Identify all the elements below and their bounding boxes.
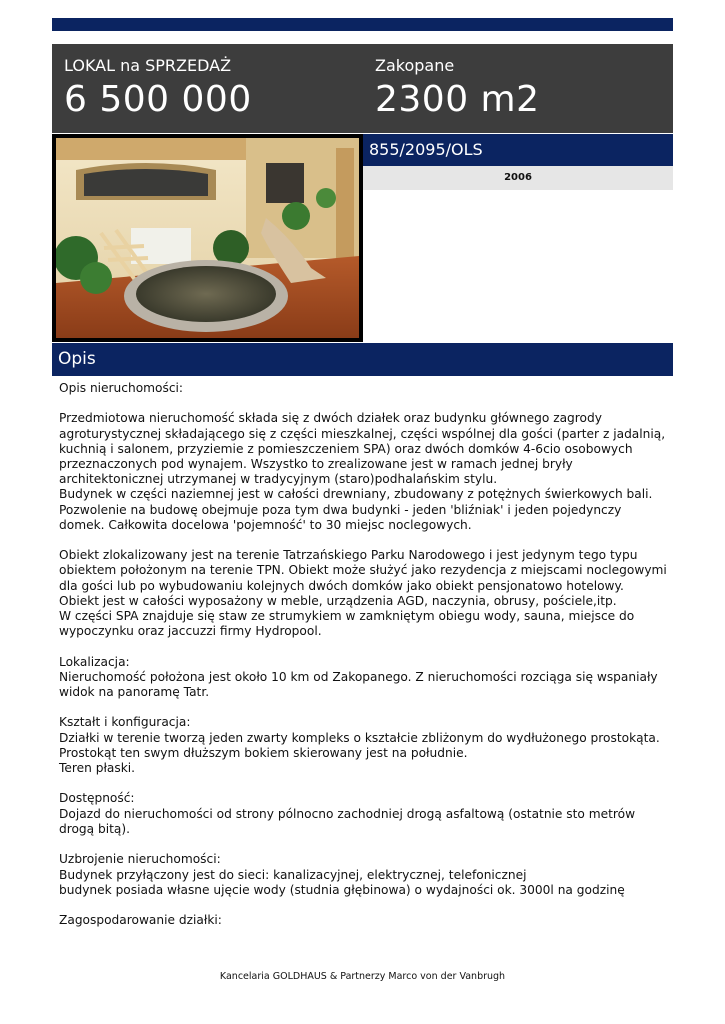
price-block xyxy=(64,56,252,122)
description-text: Opis nieruchomości: Przedmiotowa nieruchomość składa się z dwóch działek oraz budynku głównego zagrody agroturystycznej składającego się z części mieszkalnej, części wspólnej dla gości (parter z jadalnią, kuchnią i salonem, przyziemie z pomieszczeniem SPA) oraz dwóch domków 4-6cio osobowych przeznaczonych pod wynajem. Wszystko to zrealizowane jest w ramach jednej bryły architektonicznej utrzymanej w tradycyjnym (staro)podhalańskim stylu. Budynek w części naziemnej jest w całości drewniany, zbudowany z potężnych świerkowych bali. Pozwolenie na budowę obejmuje poza tym dwa budynki - jeden 'bliźniak' i jeden pojedynczy domek. Całkowita docelowa 'pojemność' to 30 miejsc noclegowych. Obiekt zlokalizowany jest na terenie Tatrzańskiego Parku Narodowego i jest jedynym tego typu obiektem położonym na terenie TPN. Obiekt może służyć jako rezydencja z miejscami noclegowymi dla gości lub po wybudowaniu kolejnych dwóch domków jako obiekt pensjonatowo hotelowy. Obiekt jest w całości wyposażony w meble, urządzenia AGD, naczynia, obrusy, pościele,itp. W części SPA znajduje się staw ze strumykiem w zamkniętym obiegu wody, sauna, miejsce do wypoczynku oraz jaccuzzi firmy Hydropool. Lokalizacja: Nieruchomość położona jest około 10 km od Zakopanego. Z nieruchomości rozciąga się wspaniały widok na panoramę Tatr. Kształt i konfiguracja: Działki w terenie tworzą jeden zwarty kompleks o kształcie zbliżonym do wydłużonego prostokąta. Prostokąt ten swym dłuższym bokiem skierowany jest na południe. Teren płaski. Dostępność: Dojazd do nieruchomości od strony pólnocno zachodniej drogą asfaltową (ostatnie sto metrów drogą bitą). Uzbrojenie nieruchomości: Budynek przyłączony jest do sieci: kanalizacyjnej, elektrycznej, telefonicznej budynek posiada własne ujęcie wody (studnia głębinowa) o wydajności ok. 3000l na godzinę Zagospodarowanie działki: xyxy=(59,381,667,928)
listing-type: LOKAL na SPRZEDAŻ xyxy=(64,56,232,75)
reference-number: 855/2095/OLS xyxy=(369,140,483,159)
listing-header xyxy=(52,44,673,133)
city-name: Zakopane xyxy=(375,56,455,75)
area-value: 2300 m2 xyxy=(375,79,540,120)
reference-number-bar xyxy=(363,134,673,166)
section-title: Opis xyxy=(58,349,96,369)
top-accent-bar xyxy=(52,18,673,31)
description-section-header xyxy=(52,343,673,376)
location-block xyxy=(375,56,540,122)
footer-agency: Kancelaria GOLDHAUS & Partnerzy Marco von der Vanbrugh xyxy=(219,971,506,982)
price-value: 6 500 000 xyxy=(64,79,252,120)
year-built: 2006 xyxy=(363,166,673,190)
spa-room-image xyxy=(56,138,359,338)
property-photo xyxy=(52,134,363,342)
